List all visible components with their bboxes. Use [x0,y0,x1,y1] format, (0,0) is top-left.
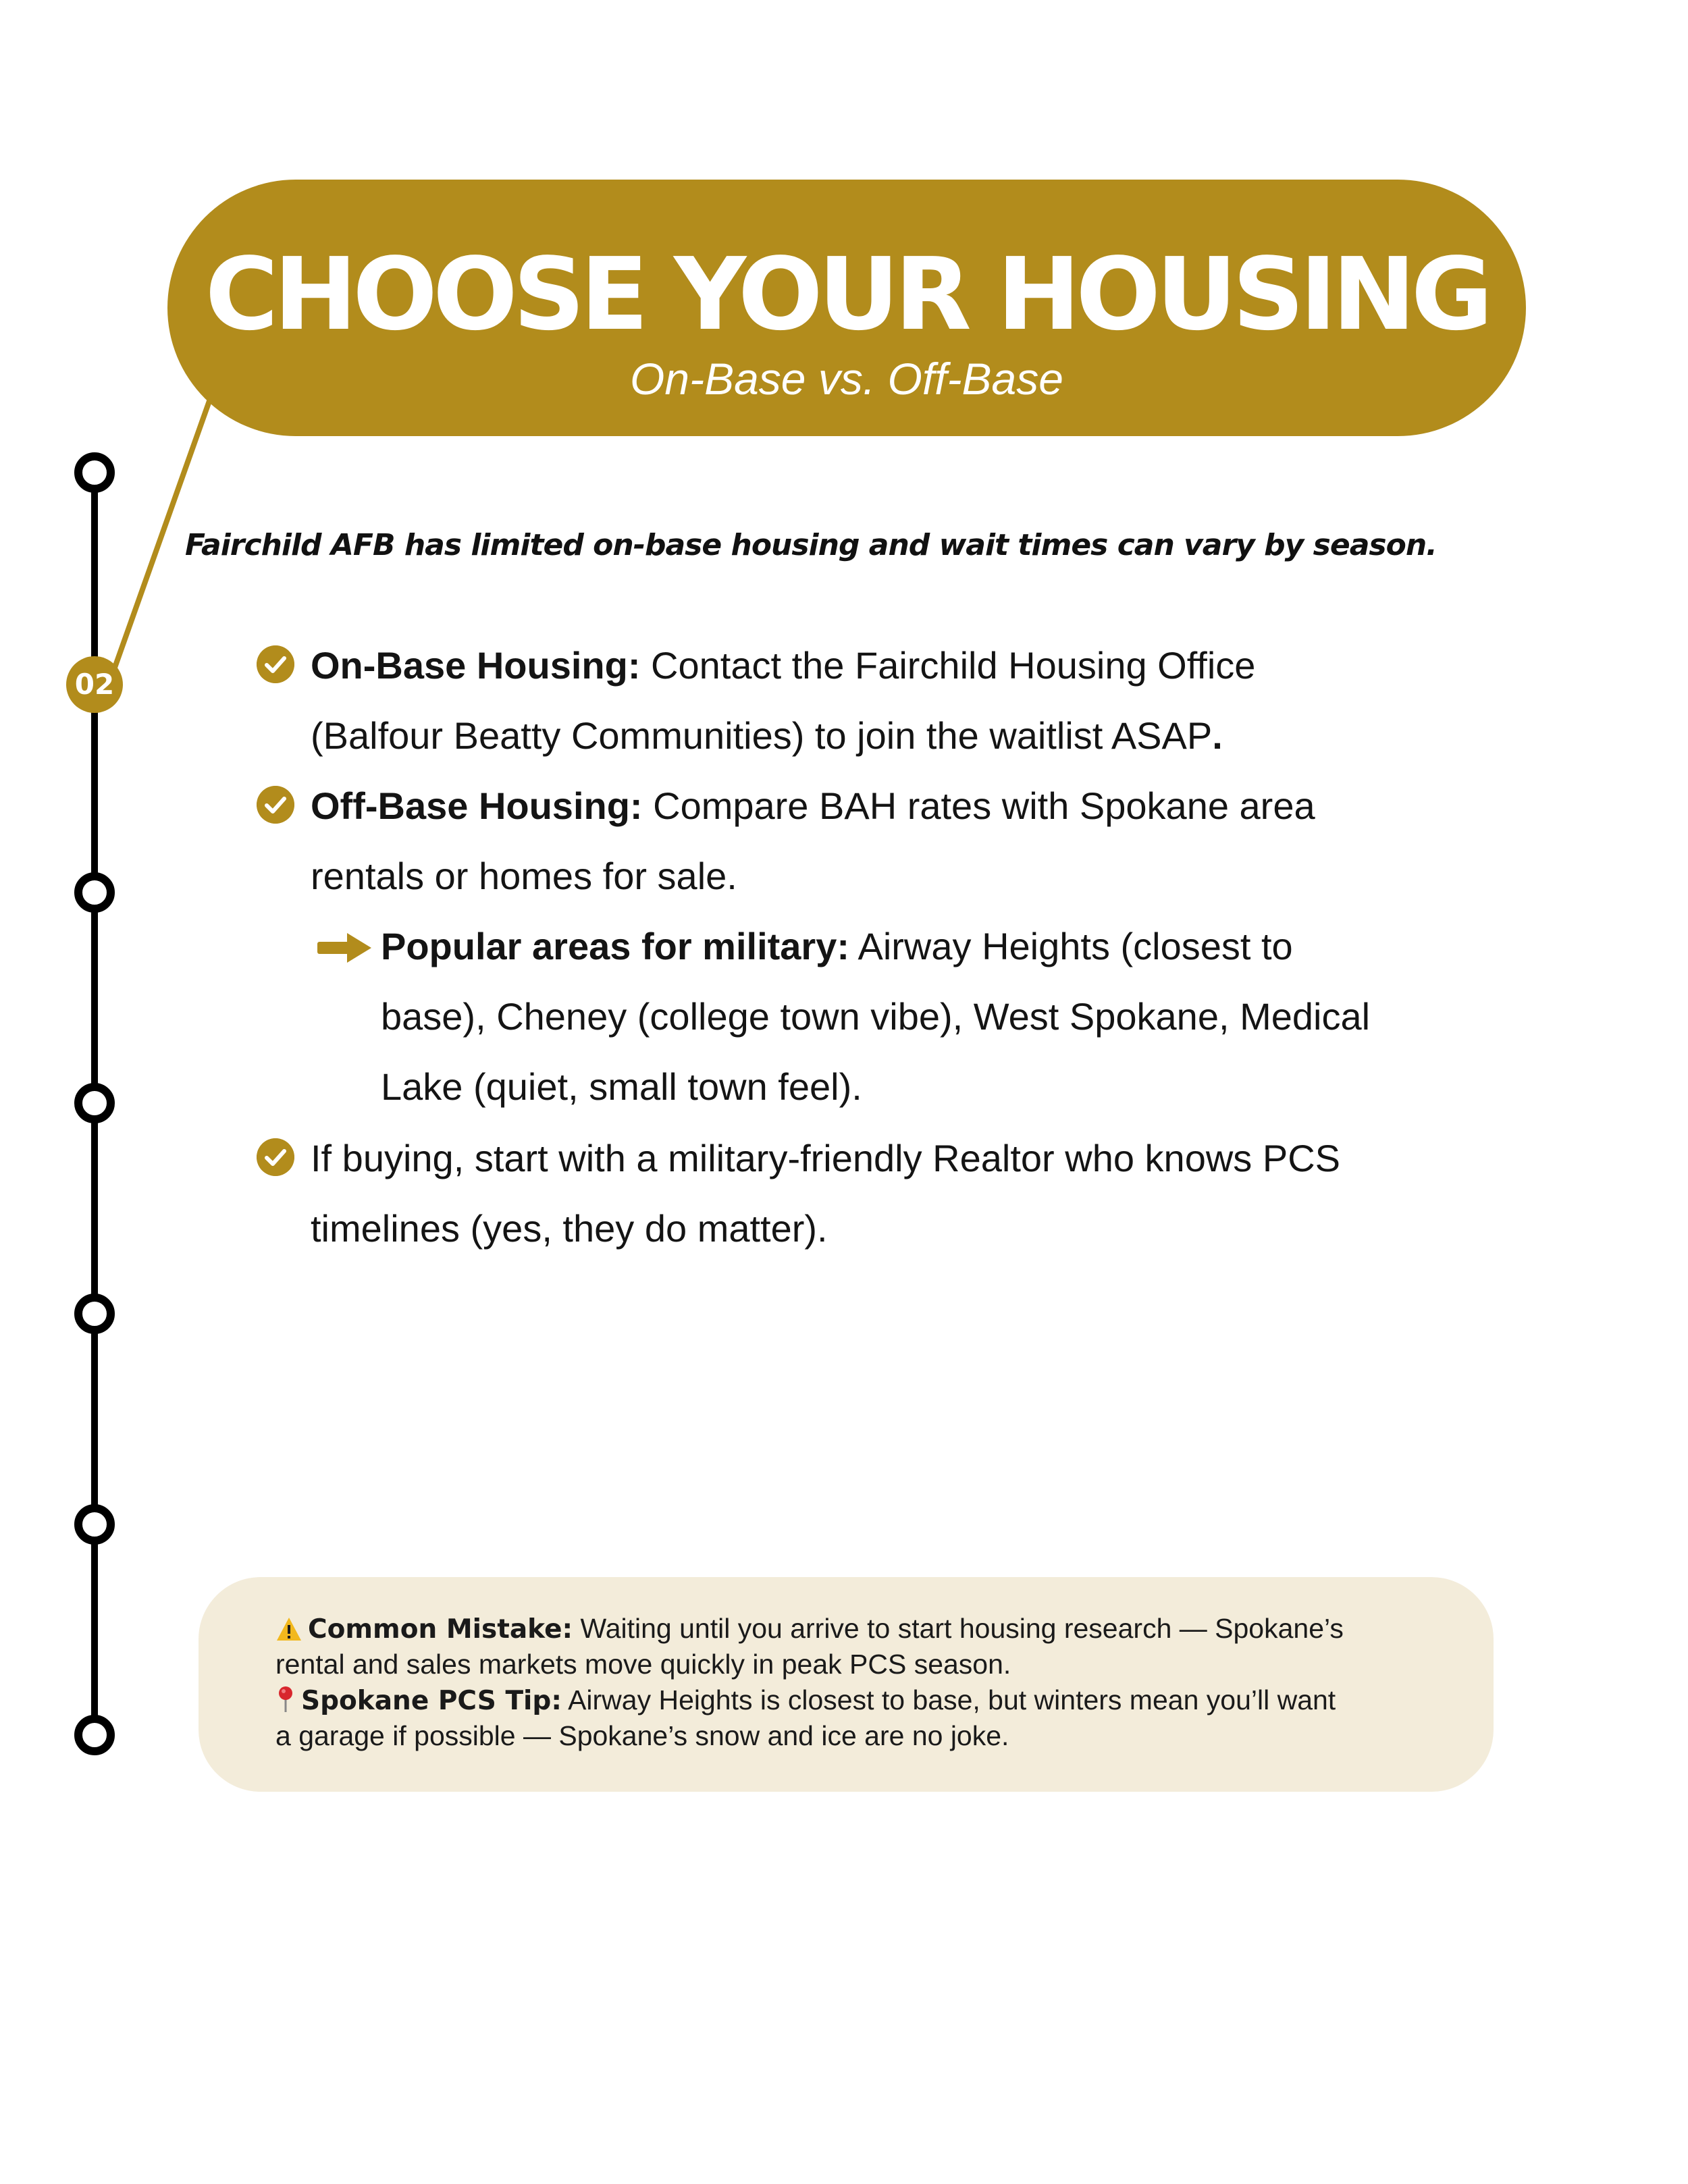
pcs-tip-text: Airway Heights is closest to base, but winters mean you’ll want [568,1684,1336,1715]
list-item-text: base), Cheney (college town vibe), West Spokane, Medical [381,995,1371,1038]
check-circle-icon [257,645,294,683]
list-item-text: (Balfour Beatty Communities) to join the waitlist ASAP [311,714,1213,757]
pcs-tip-line [275,1682,1336,1719]
timeline-node [78,1298,111,1330]
list-item-text: rentals or homes for sale. [311,855,737,897]
page-title: CHOOSE YOUR HOUSING [205,236,1489,352]
page-subtitle: On-Base vs. Off-Base [630,354,1063,404]
timeline-node [78,1508,111,1541]
list-item-text: . [1212,714,1223,757]
list-item-on-base [311,631,1255,771]
map-pin-icon [275,1685,296,1713]
list-item-text: Airway Heights (closest to [858,925,1293,967]
timeline-node [78,1087,111,1119]
arrow-right-icon [316,932,373,964]
list-item-text: Compare BAH rates with Spokane area [653,784,1315,827]
tip-callout-box [199,1577,1494,1792]
list-item-label: On-Base Housing: [311,644,641,687]
check-circle-icon [257,1138,294,1176]
step-number-badge: 02 [66,656,123,713]
list-item-popular-areas [381,911,1370,1122]
list-item-text: timelines (yes, they do matter). [311,1207,828,1250]
common-mistake-label: Common Mistake: [308,1614,573,1645]
warning-icon [275,1616,302,1642]
list-item-buying [311,1123,1340,1264]
list-item-text: Lake (quiet, small town feel). [381,1065,862,1108]
common-mistake-text: Waiting until you arrive to start housing research — Spokane’s [580,1613,1344,1644]
list-item-label: Popular areas for military: [381,925,850,967]
timeline-node [78,456,111,489]
pcs-tip-label: Spokane PCS Tip: [301,1686,562,1716]
pcs-tip-text-cont: a garage if possible — Spokane’s snow and ice are no joke. [275,1720,1009,1751]
list-item-text: Contact the Fairchild Housing Office [651,644,1256,687]
list-item-text: If buying, start with a military-friendly Realtor who knows PCS [311,1137,1340,1179]
common-mistake-text-cont: rental and sales markets move quickly in peak PCS season. [275,1649,1011,1680]
timeline-node [78,876,111,909]
header-banner [167,180,1526,436]
check-circle-icon [257,786,294,824]
intro-text: Fairchild AFB has limited on-base housing and wait times can vary by season. [185,528,1437,562]
common-mistake-line [275,1611,1344,1647]
list-item-label: Off-Base Housing: [311,784,643,827]
timeline-node [78,1719,111,1751]
list-item-off-base [311,771,1315,911]
